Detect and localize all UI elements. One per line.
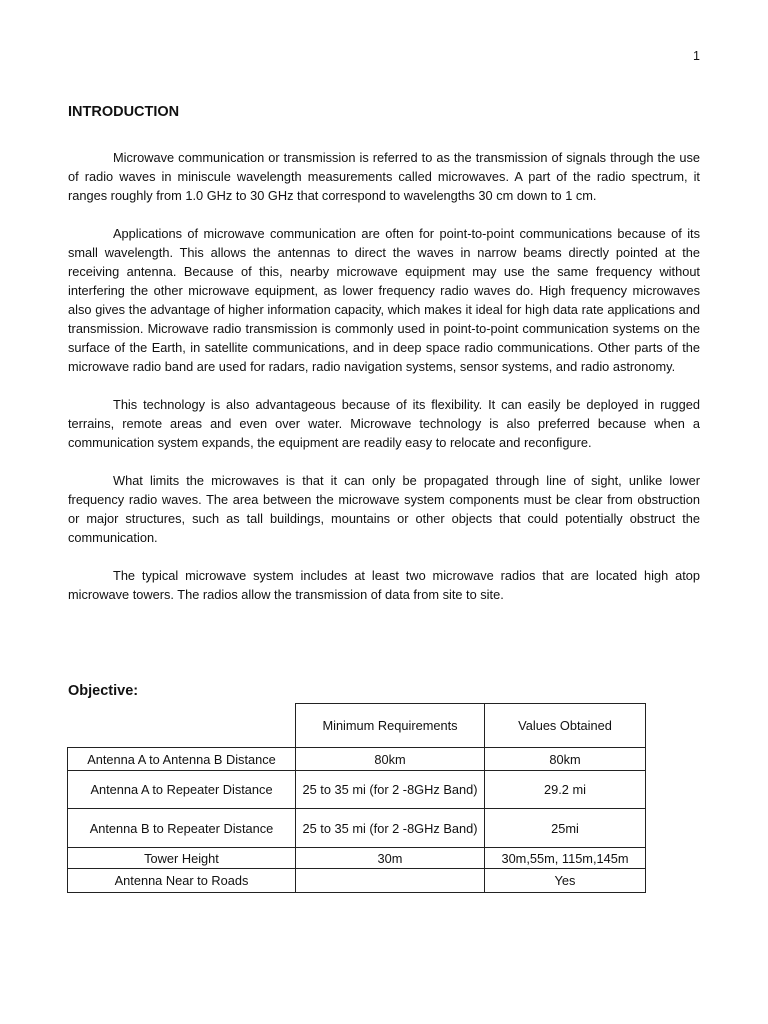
- minimum-requirement-cell: 80km: [296, 748, 485, 771]
- row-label: Antenna A to Antenna B Distance: [68, 748, 296, 771]
- table-row: [68, 869, 646, 893]
- minimum-requirement-cell: 25 to 35 mi (for 2 -8GHz Band): [296, 771, 485, 809]
- row-label: Antenna A to Repeater Distance: [68, 771, 296, 809]
- value-obtained-cell: 25mi: [485, 809, 646, 848]
- paragraph-3: This technology is also advantageous because of its flexibility. It can easily be deployed in rugged terrains, remote areas and even over water. Microwave technology is also preferred because when a communication system expands, the equipment are readily easy to relocate and reconfigure.: [68, 397, 700, 450]
- value-obtained-cell: Yes: [485, 869, 646, 893]
- objective-table: [67, 703, 646, 893]
- introduction-heading: INTRODUCTION: [68, 104, 180, 120]
- row-label: Tower Height: [68, 848, 296, 869]
- paragraph-2: Applications of microwave communication are often for point-to-point communications because of its small wavelength. This allows the antennas to direct the waves in narrow beams directly pointed at the receiving antenna. Because of this, nearby microwave equipment may use the same frequency without interfering the other microwave equipment, as lower frequency radio waves do. High frequency microwaves also gives the advantage of higher information capacity, which makes it ideal for high data rate applications and transmission. Microwave radio transmission is commonly used in point-to-point communication systems on the surface of the Earth, in satellite communications, and in deep space radio communications. Other parts of the microwave radio band are used for radars, radio navigation systems, sensor systems, and radio astronomy.: [68, 226, 700, 374]
- minimum-requirement-cell: 25 to 35 mi (for 2 -8GHz Band): [296, 809, 485, 848]
- minimum-requirement-cell: [296, 869, 485, 893]
- paragraph-4: What limits the microwaves is that it can only be propagated through line of sight, unlike lower frequency radio waves. The area between the microwave system components must be clear from obstruction or major structures, such as tall buildings, mountains or other objects that could potentially obstruct the communication.: [68, 473, 700, 545]
- value-obtained-cell: 80km: [485, 748, 646, 771]
- row-label: Antenna Near to Roads: [68, 869, 296, 893]
- minimum-requirement-cell: 30m: [296, 848, 485, 869]
- value-obtained-cell: 30m,55m, 115m,145m: [485, 848, 646, 869]
- page-number: 1: [693, 49, 700, 63]
- table-header-row: [68, 704, 646, 748]
- table-corner-cell: [68, 704, 296, 748]
- table-row: [68, 771, 646, 809]
- value-obtained-cell: 29.2 mi: [485, 771, 646, 809]
- paragraph-5: The typical microwave system includes at least two microwave radios that are located high atop microwave towers. The radios allow the transmission of data from site to site.: [68, 568, 700, 602]
- column-header-values-obtained: Values Obtained: [485, 704, 646, 748]
- objective-heading: Objective:: [68, 683, 139, 699]
- paragraph-1: Microwave communication or transmission is referred to as the transmission of signals through the use of radio waves in miniscule wavelength measurements called microwaves. A part of the radio spectrum, it ranges roughly from 1.0 GHz to 30 GHz that correspond to wavelengths 30 cm down to 1 cm.: [68, 150, 700, 203]
- introduction-body: [68, 148, 700, 623]
- table-row: [68, 748, 646, 771]
- column-header-minimum-requirements: Minimum Requirements: [296, 704, 485, 748]
- table-row: [68, 809, 646, 848]
- row-label: Antenna B to Repeater Distance: [68, 809, 296, 848]
- table-row: [68, 848, 646, 869]
